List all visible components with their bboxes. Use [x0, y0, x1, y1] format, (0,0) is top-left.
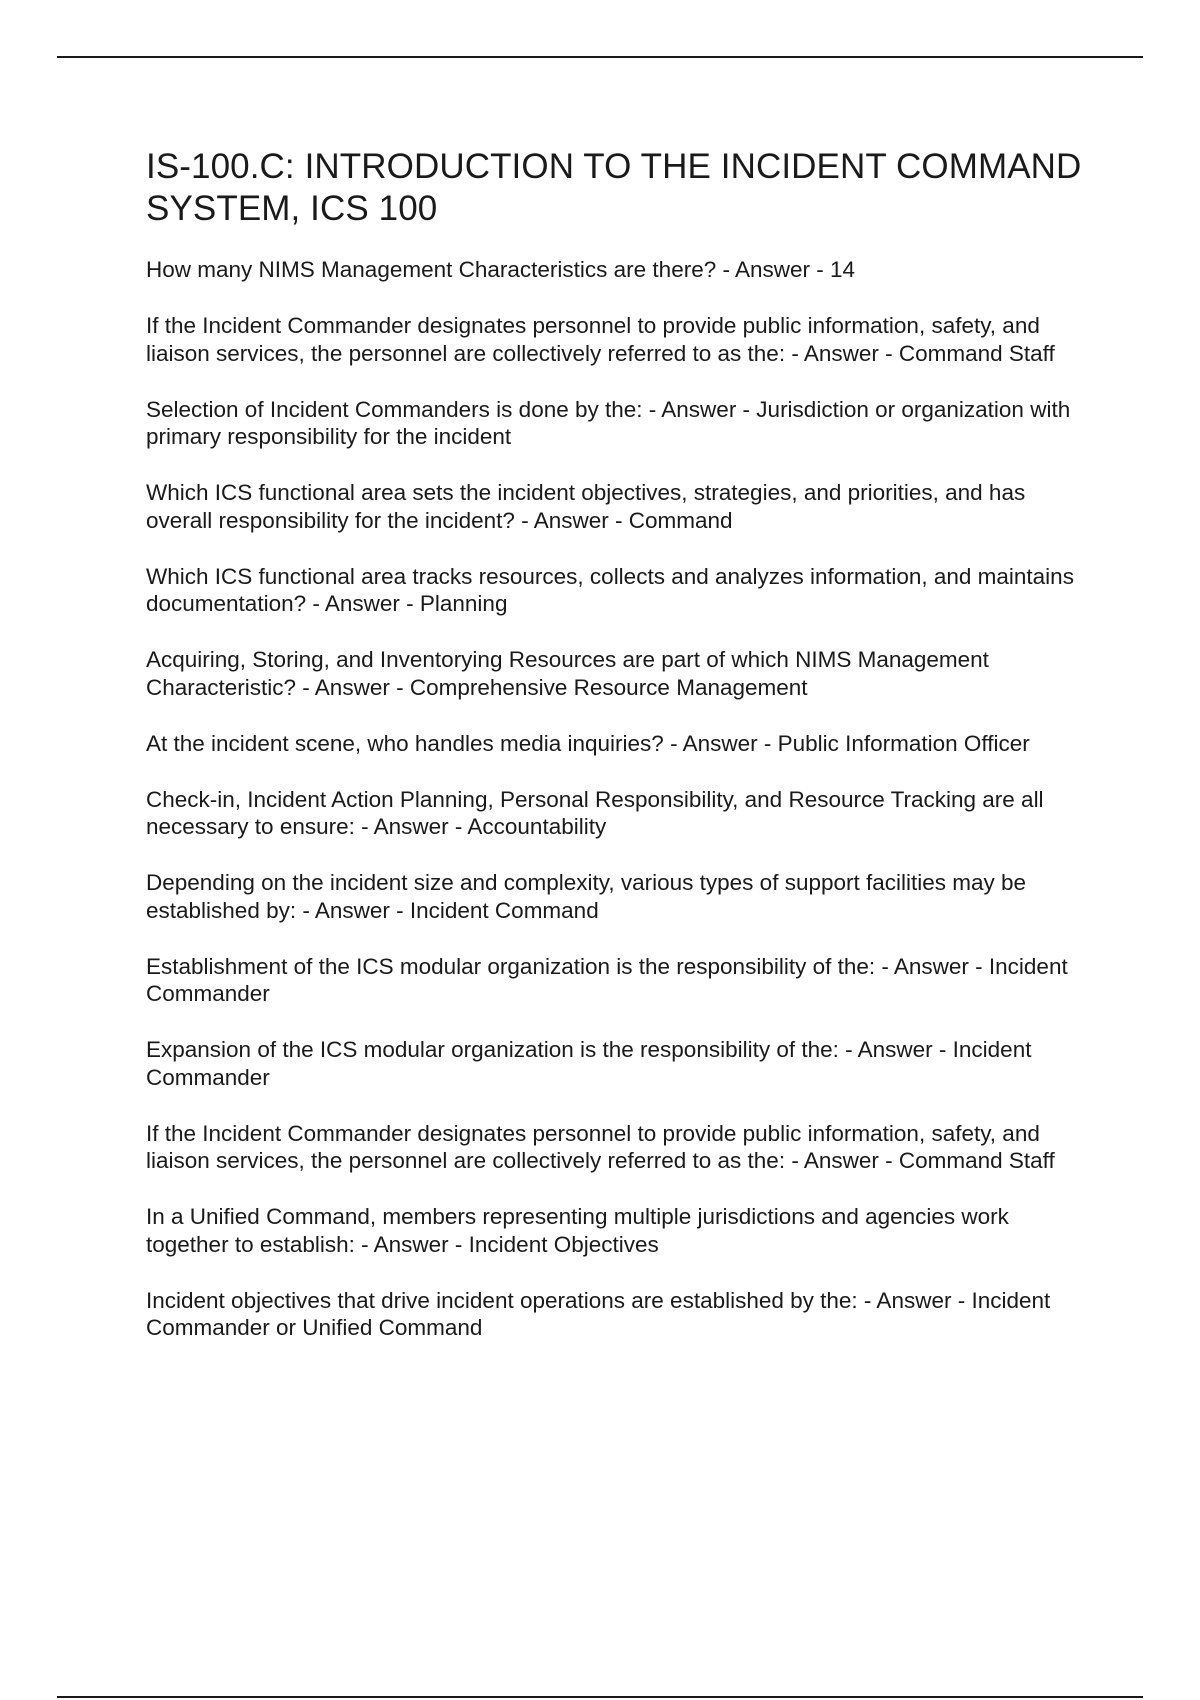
qa-item: Check-in, Incident Action Planning, Personal Responsibility, and Resource Tracking are all necessary to ensure: - Answer - Accountability	[146, 786, 1044, 839]
qa-item: If the Incident Commander designates personnel to provide public information, safety, and liaison services, the personnel are collectively referred to as the: - Answer - Command Staff	[146, 1120, 1055, 1173]
qa-item: At the incident scene, who handles media inquiries? - Answer - Public Information Officer	[146, 730, 1030, 756]
qa-item: Expansion of the ICS modular organization is the responsibility of the: - Answer - Incident Commander	[146, 1037, 1032, 1090]
qa-item: Acquiring, Storing, and Inventorying Resources are part of which NIMS Management Characteristic? - Answer - Comprehensive Resource Management	[146, 647, 989, 700]
document-title: IS-100.C: INTRODUCTION TO THE INCIDENT COMMAND SYSTEM, ICS 100	[146, 147, 1082, 228]
bottom-divider	[57, 1696, 1143, 1698]
qa-item: Selection of Incident Commanders is done by the: - Answer - Jurisdiction or organization with primary responsibility for the incident	[146, 396, 1071, 449]
qa-list	[146, 256, 1096, 1342]
qa-item: Depending on the incident size and complexity, various types of support facilities may be established by: - Answer - Incident Command	[146, 870, 1027, 923]
qa-item: Incident objectives that drive incident operations are established by the: - Answer - Incident Commander or Unified Command	[146, 1287, 1051, 1340]
qa-item: Establishment of the ICS modular organization is the responsibility of the: - Answer - Incident Commander	[146, 953, 1068, 1006]
qa-item: In a Unified Command, members representing multiple jurisdictions and agencies work together to establish: - Answer - Incident Objectives	[146, 1204, 1009, 1257]
qa-item: If the Incident Commander designates personnel to provide public information, safety, and liaison services, the personnel are collectively referred to as the: - Answer - Command Staff	[146, 313, 1055, 366]
qa-item: How many NIMS Management Characteristics are there? - Answer - 14	[146, 257, 856, 282]
qa-item: Which ICS functional area tracks resources, collects and analyzes information, and maintains documentation? - Answer - Planning	[146, 563, 1074, 616]
qa-item: Which ICS functional area sets the incident objectives, strategies, and priorities, and has overall responsibility for the incident? - Answer - Command	[146, 480, 1026, 533]
document-body	[146, 146, 1096, 1370]
top-divider	[57, 56, 1143, 58]
